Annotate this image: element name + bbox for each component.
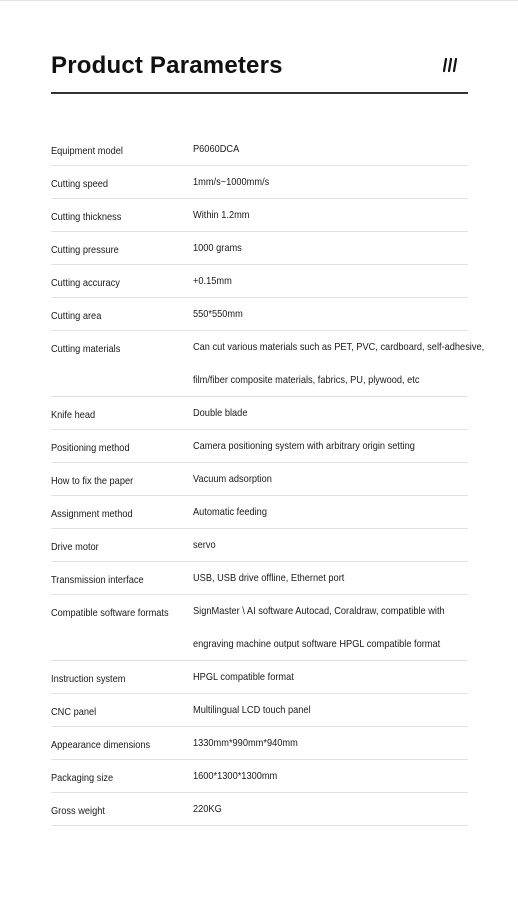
row-label: Appearance dimensions xyxy=(51,739,151,751)
value-line: SignMaster \ AI software Autocad, Coraldraw, compatible with xyxy=(193,605,445,617)
table-row xyxy=(51,397,468,430)
row-label: Cutting materials xyxy=(51,343,121,355)
row-label: Cutting accuracy xyxy=(51,277,120,289)
value-line: Automatic feeding xyxy=(193,506,267,518)
row-value xyxy=(193,166,435,198)
row-label: Cutting speed xyxy=(51,178,109,190)
row-label: Positioning method xyxy=(51,442,130,454)
table-row xyxy=(51,793,468,826)
table-row xyxy=(51,265,468,298)
value-line: P6060DCA xyxy=(193,143,240,155)
table-row xyxy=(51,694,468,727)
table-row xyxy=(51,430,468,463)
row-value xyxy=(193,760,435,792)
value-line: film/fiber composite materials, fabrics, PU, plywood, etc xyxy=(193,374,420,386)
row-value xyxy=(193,430,435,462)
table-row xyxy=(51,232,468,265)
table-row xyxy=(51,496,468,529)
value-line: Multilingual LCD touch panel xyxy=(193,704,311,716)
row-value xyxy=(193,595,445,660)
value-line: 550*550mm xyxy=(193,308,243,320)
row-label: Gross weight xyxy=(51,805,105,817)
row-value xyxy=(193,727,435,759)
row-value xyxy=(193,529,435,561)
table-row xyxy=(51,331,485,397)
row-label: Knife head xyxy=(51,409,96,421)
table-row xyxy=(51,595,468,661)
value-line: Vacuum adsorption xyxy=(193,473,272,485)
value-line: 1330mm*990mm*940mm xyxy=(193,737,298,749)
row-value xyxy=(193,298,435,330)
value-line: 1600*1300*1300mm xyxy=(193,770,278,782)
row-label: Drive motor xyxy=(51,541,99,553)
row-value xyxy=(193,562,435,594)
row-value xyxy=(193,463,435,495)
value-line: Within 1.2mm xyxy=(193,209,250,221)
triple-slash-icon xyxy=(442,57,458,73)
table-row xyxy=(51,463,468,496)
row-value xyxy=(193,133,435,165)
value-line: Double blade xyxy=(193,407,248,419)
row-label: Transmission interface xyxy=(51,574,144,586)
row-label: Assignment method xyxy=(51,508,133,520)
table-row xyxy=(51,760,468,793)
top-divider xyxy=(0,0,518,1)
row-value xyxy=(193,694,435,726)
row-label: Equipment model xyxy=(51,145,123,157)
row-label: How to fix the paper xyxy=(51,475,134,487)
page-header xyxy=(51,50,468,94)
table-row xyxy=(51,133,468,166)
page-title: Product Parameters xyxy=(51,52,283,79)
row-label: Packaging size xyxy=(51,772,114,784)
table-row xyxy=(51,166,468,199)
row-value xyxy=(193,265,435,297)
value-line: USB, USB drive offline, Ethernet port xyxy=(193,572,345,584)
header-divider xyxy=(51,92,468,94)
row-value xyxy=(193,496,435,528)
row-label: Cutting thickness xyxy=(51,211,122,223)
row-value xyxy=(193,331,484,396)
table-row xyxy=(51,298,468,331)
row-label: Cutting area xyxy=(51,310,102,322)
value-line: 220KG xyxy=(193,803,222,815)
row-value xyxy=(193,793,435,825)
table-row xyxy=(51,529,468,562)
value-line: Camera positioning system with arbitrary origin setting xyxy=(193,440,415,452)
row-value xyxy=(193,661,435,693)
value-line: 1000 grams xyxy=(193,242,242,254)
table-row xyxy=(51,727,468,760)
value-line: engraving machine output software HPGL compatible format xyxy=(193,638,441,650)
row-value xyxy=(193,397,435,429)
value-line: HPGL compatible format xyxy=(193,671,294,683)
parameters-table xyxy=(51,133,485,826)
table-row xyxy=(51,199,468,232)
row-label: CNC panel xyxy=(51,706,97,718)
row-value xyxy=(193,199,435,231)
row-label: Compatible software formats xyxy=(51,607,169,619)
value-line: +0.15mm xyxy=(193,275,232,287)
table-row xyxy=(51,562,468,595)
row-label: Instruction system xyxy=(51,673,126,685)
value-line: servo xyxy=(193,539,216,551)
row-value xyxy=(193,232,435,264)
value-line: Can cut various materials such as PET, PVC, cardboard, self-adhesive, xyxy=(193,341,485,353)
row-label: Cutting pressure xyxy=(51,244,119,256)
value-line: 1mm/s~1000mm/s xyxy=(193,176,270,188)
table-row xyxy=(51,661,468,694)
